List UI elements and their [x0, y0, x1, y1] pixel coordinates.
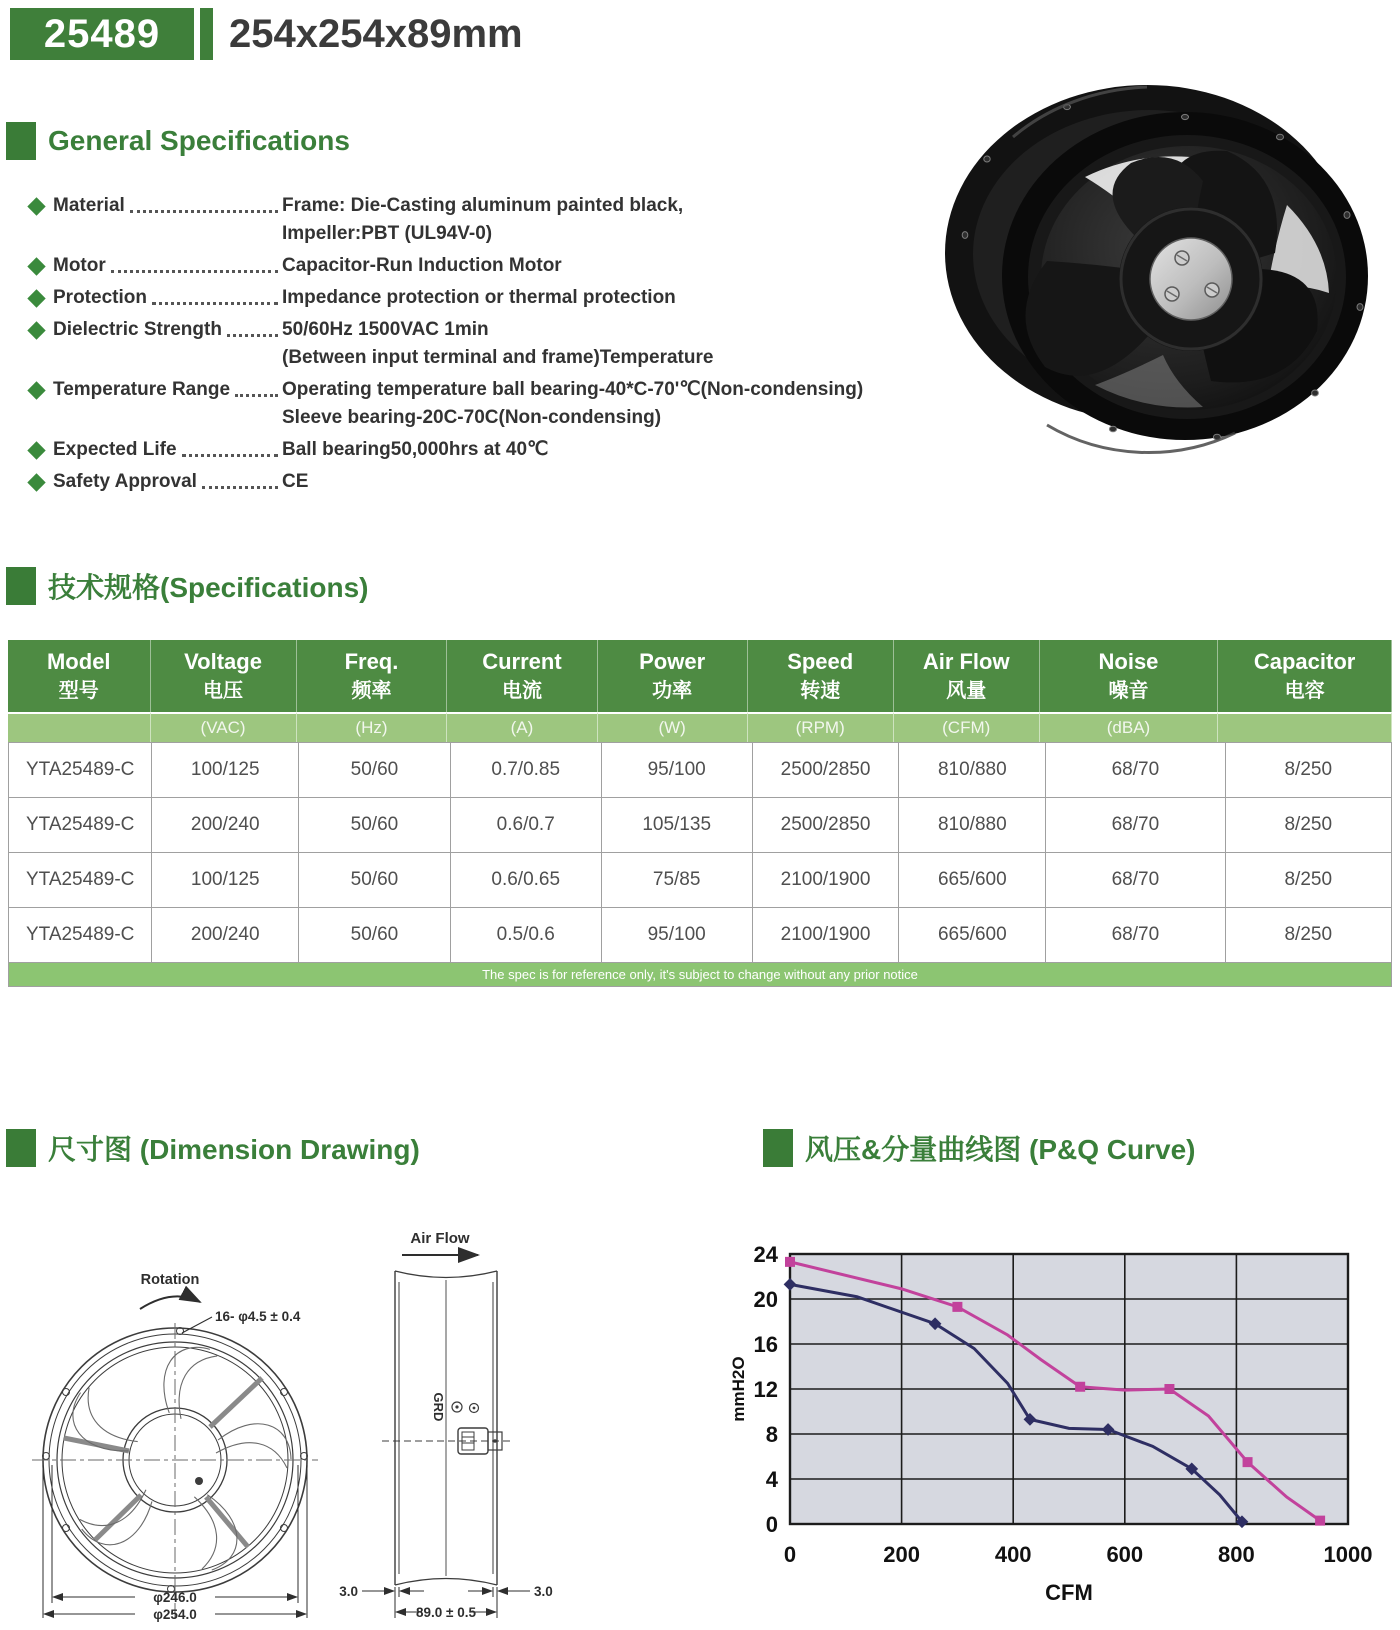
table-cell: 665/600: [899, 853, 1045, 907]
x-tick-label: 600: [1106, 1542, 1144, 1567]
column-unit: (Hz): [297, 712, 448, 742]
table-cell: 68/70: [1046, 743, 1224, 797]
spec-value-line: Impeller:PBT (UL94V-0): [282, 223, 493, 244]
column-header-en: Voltage: [184, 649, 262, 674]
column-header: [1218, 640, 1392, 712]
depth-dim-label: 89.0 ± 0.5: [416, 1605, 476, 1620]
spec-label: Safety Approval: [53, 471, 197, 492]
table-cell: 0.6/0.65: [451, 853, 601, 907]
column-header-zh: 电压: [203, 680, 244, 702]
column-unit: (dBA): [1040, 712, 1219, 742]
table-cell: 50/60: [299, 853, 450, 907]
x-tick-label: 400: [994, 1542, 1032, 1567]
column-header-en: Speed: [787, 649, 854, 674]
front-view: [32, 1323, 318, 1619]
general-specs-title: General Specifications: [48, 125, 350, 156]
centerlines: [32, 1323, 318, 1619]
dotted-leader: [111, 252, 278, 273]
diamond-bullet-icon: [27, 257, 45, 275]
column-unit: [1218, 712, 1392, 742]
column-header-zh: 噪音: [1108, 680, 1149, 702]
spec-values: [282, 192, 940, 248]
marker-square: [1164, 1384, 1174, 1394]
spec-value-line: Capacitor-Run Induction Motor: [282, 255, 562, 276]
pq-heading: [763, 1128, 1195, 1168]
marker-square: [785, 1257, 795, 1267]
table-cell: 8/250: [1226, 743, 1392, 797]
column-header: [598, 640, 748, 712]
table-cell: 75/85: [602, 853, 752, 907]
spec-item-left: [30, 284, 282, 312]
y-tick-label: 8: [765, 1422, 778, 1447]
table-cell: 50/60: [299, 798, 450, 852]
spec-value-line: (Between input terminal and frame)Temperature: [282, 347, 714, 368]
dotted-leader: [130, 192, 278, 213]
spec-value-line: Sleeve bearing-20C-70C(Non-condensing): [282, 407, 662, 428]
spec-value-line: Ball bearing50,000hrs at 40℃: [282, 439, 549, 460]
heading-square-icon: [6, 1129, 36, 1167]
column-unit: [8, 712, 151, 742]
column-unit: (W): [598, 712, 748, 742]
table-cell: 200/240: [152, 908, 298, 962]
table-cell: 810/880: [899, 743, 1045, 797]
table-cell: 2100/1900: [753, 908, 899, 962]
column-unit: (RPM): [748, 712, 894, 742]
airflow-label: Air Flow: [410, 1230, 470, 1247]
dia-254-label: φ254.0: [153, 1607, 197, 1622]
x-tick-label: 800: [1218, 1542, 1255, 1567]
y-tick-label: 24: [753, 1242, 778, 1267]
column-unit: (VAC): [151, 712, 297, 742]
table-cell: 2100/1900: [753, 853, 899, 907]
table-cell: 2500/2850: [753, 798, 899, 852]
spec-item-left: [30, 376, 282, 432]
size-label: 254x254x89mm: [229, 11, 523, 56]
x-tick-label: 0: [783, 1542, 797, 1567]
spec-item-left: [30, 192, 282, 248]
y-tick-label: 16: [753, 1332, 778, 1357]
dimension-drawing: [10, 1185, 720, 1630]
page-header: [10, 8, 523, 60]
table-cell: YTA25489-C: [9, 798, 151, 852]
spec-values: [282, 316, 940, 372]
table-cell: 105/135: [602, 798, 752, 852]
table-cell: 810/880: [899, 798, 1045, 852]
heading-square-icon: [6, 567, 36, 605]
table-cell: 0.5/0.6: [451, 908, 601, 962]
diamond-bullet-icon: [27, 197, 45, 215]
x-tick-label: 200: [883, 1542, 920, 1567]
spec-value-line: 50/60Hz 1500VAC 1min: [282, 319, 489, 340]
spec-item-left: [30, 316, 282, 372]
x-tick-label: 1000: [1323, 1542, 1373, 1567]
spec-item: [30, 436, 940, 464]
spec-values: [282, 468, 940, 496]
grd-label: GRD: [431, 1392, 446, 1422]
badge-sliver: [200, 8, 213, 60]
column-header: [297, 640, 448, 712]
thickness-left-label: 3.0: [339, 1584, 358, 1599]
table-cell: YTA25489-C: [9, 908, 151, 962]
column-unit: (A): [447, 712, 597, 742]
diamond-bullet-icon: [27, 321, 45, 339]
table-cell: 0.6/0.7: [451, 798, 601, 852]
heading-square-icon: [763, 1129, 793, 1167]
table-cell: 100/125: [152, 853, 298, 907]
dotted-leader: [227, 316, 278, 337]
column-header-en: Power: [639, 649, 706, 674]
x-axis-label: CFM: [1045, 1580, 1093, 1605]
dotted-leader: [182, 436, 278, 457]
column-header-en: Current: [482, 649, 562, 674]
diamond-bullet-icon: [27, 381, 45, 399]
spec-item: [30, 376, 940, 432]
column-header-zh: 电容: [1284, 680, 1325, 702]
column-header-en: Air Flow: [922, 649, 1010, 674]
specs-table-heading: [6, 566, 368, 606]
table-units-row: [8, 712, 1392, 742]
table-cell: 8/250: [1226, 908, 1392, 962]
diamond-bullet-icon: [27, 473, 45, 491]
table-cell: 0.7/0.85: [451, 743, 601, 797]
column-header-en: Model: [46, 649, 111, 674]
column-header-zh: 电流: [501, 680, 542, 702]
table-cell: 68/70: [1046, 908, 1224, 962]
spec-item: [30, 252, 940, 280]
column-header: [1040, 640, 1219, 712]
dotted-leader: [235, 376, 278, 397]
table-cell: 68/70: [1046, 798, 1224, 852]
spec-item-left: [30, 436, 282, 464]
column-header: [151, 640, 297, 712]
y-tick-label: 20: [753, 1287, 778, 1312]
specs-table-title: 技术规格(Specifications): [48, 572, 369, 603]
table-cell: 8/250: [1226, 798, 1392, 852]
column-header-zh: 风量: [946, 680, 987, 702]
table-cell: 50/60: [299, 743, 450, 797]
table-cell: YTA25489-C: [9, 853, 151, 907]
spec-item: [30, 316, 940, 372]
table-cell: 95/100: [602, 908, 752, 962]
thickness-right-label: 3.0: [534, 1584, 553, 1599]
y-axis-label: mmH2O: [729, 1356, 748, 1422]
table-cell: 68/70: [1046, 853, 1224, 907]
column-header: [8, 640, 151, 712]
spec-value-line: CE: [282, 471, 309, 492]
spec-item: [30, 468, 940, 496]
spec-value-line: Frame: Die-Casting aluminum painted black,: [282, 195, 684, 216]
table-cell: YTA25489-C: [9, 743, 151, 797]
table-cell: 100/125: [152, 743, 298, 797]
rotation-annotation: [140, 1272, 200, 1309]
spec-label: Expected Life: [53, 439, 177, 460]
dotted-leader: [202, 468, 278, 489]
spec-label: Material: [53, 195, 125, 216]
column-header-zh: 转速: [800, 680, 841, 702]
marker-square: [1243, 1457, 1253, 1467]
dia-246-label: φ246.0: [153, 1590, 197, 1605]
rotation-label: Rotation: [140, 1272, 200, 1288]
general-specs-heading: [6, 122, 350, 160]
spec-values: [282, 252, 940, 280]
general-specs-list: [30, 192, 940, 500]
heading-square-icon: [6, 122, 36, 160]
hole-callout: [182, 1309, 301, 1333]
column-unit: (CFM): [894, 712, 1040, 742]
table-body: [8, 742, 1392, 987]
spec-value-line: Impedance protection or thermal protection: [282, 287, 676, 308]
spec-values: [282, 376, 940, 432]
spec-label: Protection: [53, 287, 147, 308]
y-tick-label: 12: [753, 1377, 778, 1402]
spec-label: Temperature Range: [53, 379, 231, 400]
airflow-annotation: [402, 1230, 478, 1255]
fan-product-photo: [935, 85, 1380, 455]
marker-square: [1075, 1382, 1085, 1392]
table-cell: 2500/2850: [753, 743, 899, 797]
dimension-title: 尺寸图 (Dimension Drawing): [48, 1134, 420, 1165]
column-header-en: Capacitor: [1253, 649, 1356, 674]
y-tick-label: 0: [765, 1512, 778, 1537]
dotted-leader: [152, 284, 278, 305]
fan-photo-graphic: [945, 85, 1368, 453]
column-header: [447, 640, 597, 712]
table-cell: 200/240: [152, 798, 298, 852]
diamond-bullet-icon: [27, 441, 45, 459]
specifications-table: [8, 640, 1392, 987]
pq-title: 风压&分量曲线图 (P&Q Curve): [805, 1134, 1196, 1165]
diamond-bullet-icon: [27, 289, 45, 307]
table-header-row: [8, 640, 1392, 712]
spec-value-line: Operating temperature ball bearing-40*C-70'℃(Non-condensing): [282, 379, 864, 400]
spec-item-left: [30, 468, 282, 496]
table-cell: 95/100: [602, 743, 752, 797]
pq-curve-svg: [728, 1222, 1400, 1614]
marker-square: [1315, 1516, 1325, 1526]
column-header: [748, 640, 894, 712]
column-header-zh: 功率: [652, 680, 693, 702]
table-cell: 50/60: [299, 908, 450, 962]
column-header: [894, 640, 1040, 712]
table-note: The spec is for reference only, it's subject to change without any prior notice: [9, 963, 1391, 986]
pq-curve-chart: [728, 1222, 1400, 1619]
spec-item: [30, 192, 940, 248]
column-header-zh: 频率: [351, 680, 392, 702]
spec-item-left: [30, 252, 282, 280]
spec-item: [30, 284, 940, 312]
hole-callout-label: 16- φ4.5 ± 0.4: [215, 1309, 301, 1324]
y-tick-label: 4: [765, 1467, 778, 1492]
column-header-en: Noise: [1098, 649, 1159, 674]
column-header-zh: 型号: [58, 680, 99, 702]
dimension-heading: [6, 1128, 420, 1168]
spec-values: [282, 436, 940, 464]
model-code-badge: 25489: [10, 8, 194, 60]
column-header-en: Freq.: [344, 649, 399, 674]
spec-label: Dielectric Strength: [53, 319, 222, 340]
spec-label: Motor: [53, 255, 106, 276]
marker-square: [952, 1302, 962, 1312]
spec-values: [282, 284, 940, 312]
side-view: [382, 1271, 510, 1585]
table-cell: 665/600: [899, 908, 1045, 962]
table-cell: 8/250: [1226, 853, 1392, 907]
